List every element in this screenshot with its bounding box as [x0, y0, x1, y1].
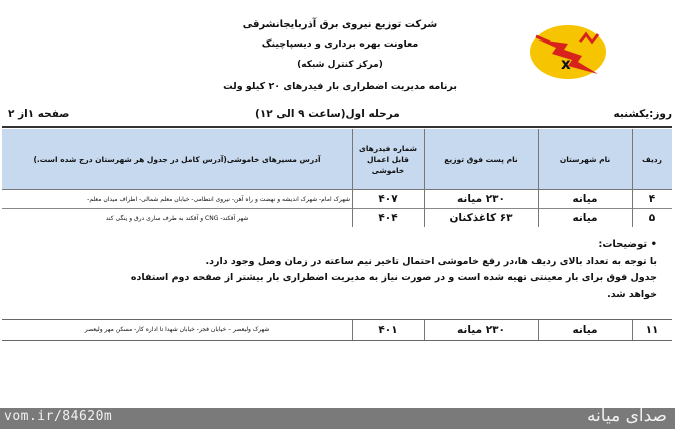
svg-text:x: x: [561, 55, 571, 73]
table-row-5-city: میانه: [572, 212, 598, 224]
header-divider: [2, 126, 672, 128]
note-line-2: جدول فوق برای بار معینتی تهیه شده است و در صورت نیاز به مدیریت اضطراری بار بیشتر از صفحه دوم استفاده: [130, 272, 657, 283]
table-row-4-substation: ۲۳۰ میانه: [457, 193, 505, 205]
note-line-1: با توجه به تعداد بالای ردیف ها،در رفع خاموشی احتمال تاخیر نیم ساعته در زمان وصل وجود دارد.: [205, 255, 657, 267]
col-city: نام شهرستان: [559, 154, 611, 164]
col-divider: [352, 320, 353, 340]
col-address: آدرس مسیرهای خاموشی(آدرس کامل در جدول هر شهرستان درج شده است.): [33, 154, 321, 164]
row-11-bottom-line: [2, 340, 672, 341]
table-row-4-feeder: ۴۰۷: [378, 193, 398, 205]
center-title: (مرکز کنترل شبکه): [297, 60, 383, 70]
table-row-5-substation: ۶۳ کاغذکنان: [449, 212, 513, 224]
header-bottom-line: [2, 189, 672, 190]
table-row-4-city: میانه: [572, 193, 598, 205]
deputy-title: معاونت بهره برداری و دیسپاچینگ: [261, 39, 419, 50]
company-name: شرکت توزیع نیروی برق آذربایجانشرقی: [242, 19, 438, 30]
table-row-11-substation: ۲۳۰ میانه: [457, 323, 505, 336]
document-header: [0, 0, 675, 110]
table-row-5-feeder: ۴۰۴: [378, 212, 398, 224]
table-row-5-address: شهر آقکند- CNG و آقکند به طرف ساری درق و ینگی کند: [105, 214, 249, 222]
company-logo-icon: [528, 22, 608, 82]
table-row-11-number: ۱۱: [645, 323, 659, 336]
watermark-brand: صدای میانه: [586, 406, 667, 426]
table-row-11-city: میانه: [572, 323, 598, 336]
col-divider: [352, 129, 353, 227]
stage-label: مرحله اول(ساعت ۹ الی ۱۲): [255, 108, 400, 120]
col-divider: [538, 129, 539, 227]
col-divider: [632, 129, 633, 227]
table-row-4-number: ۴: [648, 193, 656, 205]
table-row-11-feeder: ۴۰۱: [378, 323, 398, 336]
table-row-11-address: شهرک ولیعصر – خیابان فجر- خیابان شهدا تا اداره کار- مسکن مهر ولیعصر: [84, 326, 270, 333]
day-label: روز:یکشنبه: [613, 108, 672, 120]
program-title: برنامه مدیریت اضطراری بار فیدرهای ۲۰ کیلو ولت: [223, 81, 457, 92]
table-row-4-address: شهرک امام- شهرک اندیشه و نهضت و راه آهن- نیروی انتظامی- خیابان معلم شمالی- اطراف میدان معلم-: [87, 195, 350, 203]
watermark-url: vom.ir/84620m: [4, 409, 113, 424]
note-line-3: خواهد شد.: [607, 288, 657, 300]
table-row-5-number: ۵: [648, 212, 656, 224]
col-row: ردیف: [642, 154, 662, 164]
col-divider: [424, 320, 425, 340]
notes-title: • توضیحات:: [598, 239, 657, 250]
col-feeders: شماره فیدرهای قابل اعمال خاموشی: [358, 143, 418, 175]
col-divider: [424, 129, 425, 227]
col-substation: نام پست فوق توزیع: [444, 154, 518, 164]
col-divider: [632, 320, 633, 340]
page-number: صفحه ۱از ۲: [8, 108, 70, 120]
col-divider: [538, 320, 539, 340]
notes-section: [20, 237, 657, 303]
